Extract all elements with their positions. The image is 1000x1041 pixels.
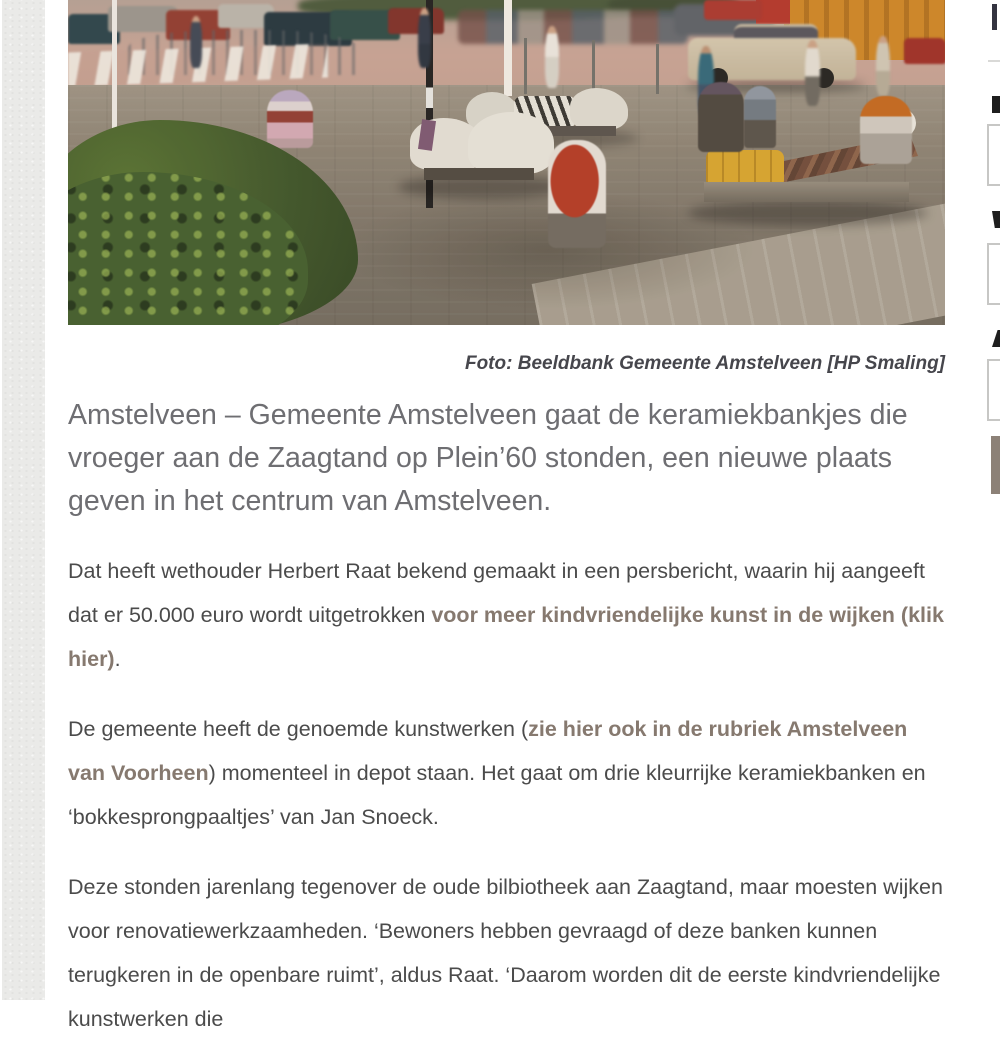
article-photo: [68, 0, 945, 325]
sidebar-submit-button[interactable]: [991, 436, 1000, 494]
inline-link[interactable]: voor meer kindvriendelijke kunst in de wijken (klik hier): [68, 603, 944, 671]
article-paragraph: [68, 865, 945, 1041]
paragraph-text: ) momenteel in depot staan. Het gaat om drie kleurrijke keramiekbanken en ‘bokkesprongpaaltjes’ van Jan Snoeck.: [68, 761, 926, 829]
paragraph-text: Deze stonden jarenlang tegenover de oude bilbiotheek aan Zaagtand, maar moesten wijken voor renovatiewerkzaamheden. ‘Bewoners hebben gevraagd of deze banken kunnen terugkeren in de openbare ruimt’, aldus Raat. ‘Daarom worden dit de eerste kindvriendelijke kunstwerken die: [68, 875, 943, 1031]
paragraph-text: Dat heeft wethouder Herbert Raat bekend gemaakt in een persbericht, waarin hij aangeeft dat er 50.000 euro wordt uitgetrokken: [68, 559, 925, 627]
sidebar-input[interactable]: [987, 243, 1000, 305]
inline-link[interactable]: zie hier ook in de rubriek Amstelveen van Voorheen: [68, 717, 908, 785]
article-paragraph: [68, 549, 945, 681]
sidebar-label-fragment: [992, 96, 1000, 113]
sidebar-box-edge: [992, 4, 997, 30]
photo-warm-tint: [68, 0, 945, 325]
paragraph-text: De gemeente heeft de genoemde kunstwerken (: [68, 717, 529, 741]
article-lead: Amstelveen – Gemeente Amstelveen gaat de keramiekbankjes die vroeger aan de Zaagtand op Plein’60 stonden, een nieuwe plaats geven in het centrum van Amstelveen.: [68, 399, 908, 517]
sidebar-divider: [988, 60, 1000, 62]
photo-caption: Foto: Beeldbank Gemeente Amstelveen [HP Smaling]: [464, 353, 945, 374]
sidebar-label-fragment: [992, 211, 1000, 228]
article-content: [68, 0, 945, 1041]
page-left-gutter: [2, 0, 45, 1000]
sidebar-input[interactable]: [987, 359, 1000, 421]
sidebar-label-fragment: [992, 330, 1000, 347]
paragraph-text: .: [114, 647, 121, 671]
sidebar-input[interactable]: [987, 124, 1000, 186]
article-paragraph: [68, 707, 945, 839]
